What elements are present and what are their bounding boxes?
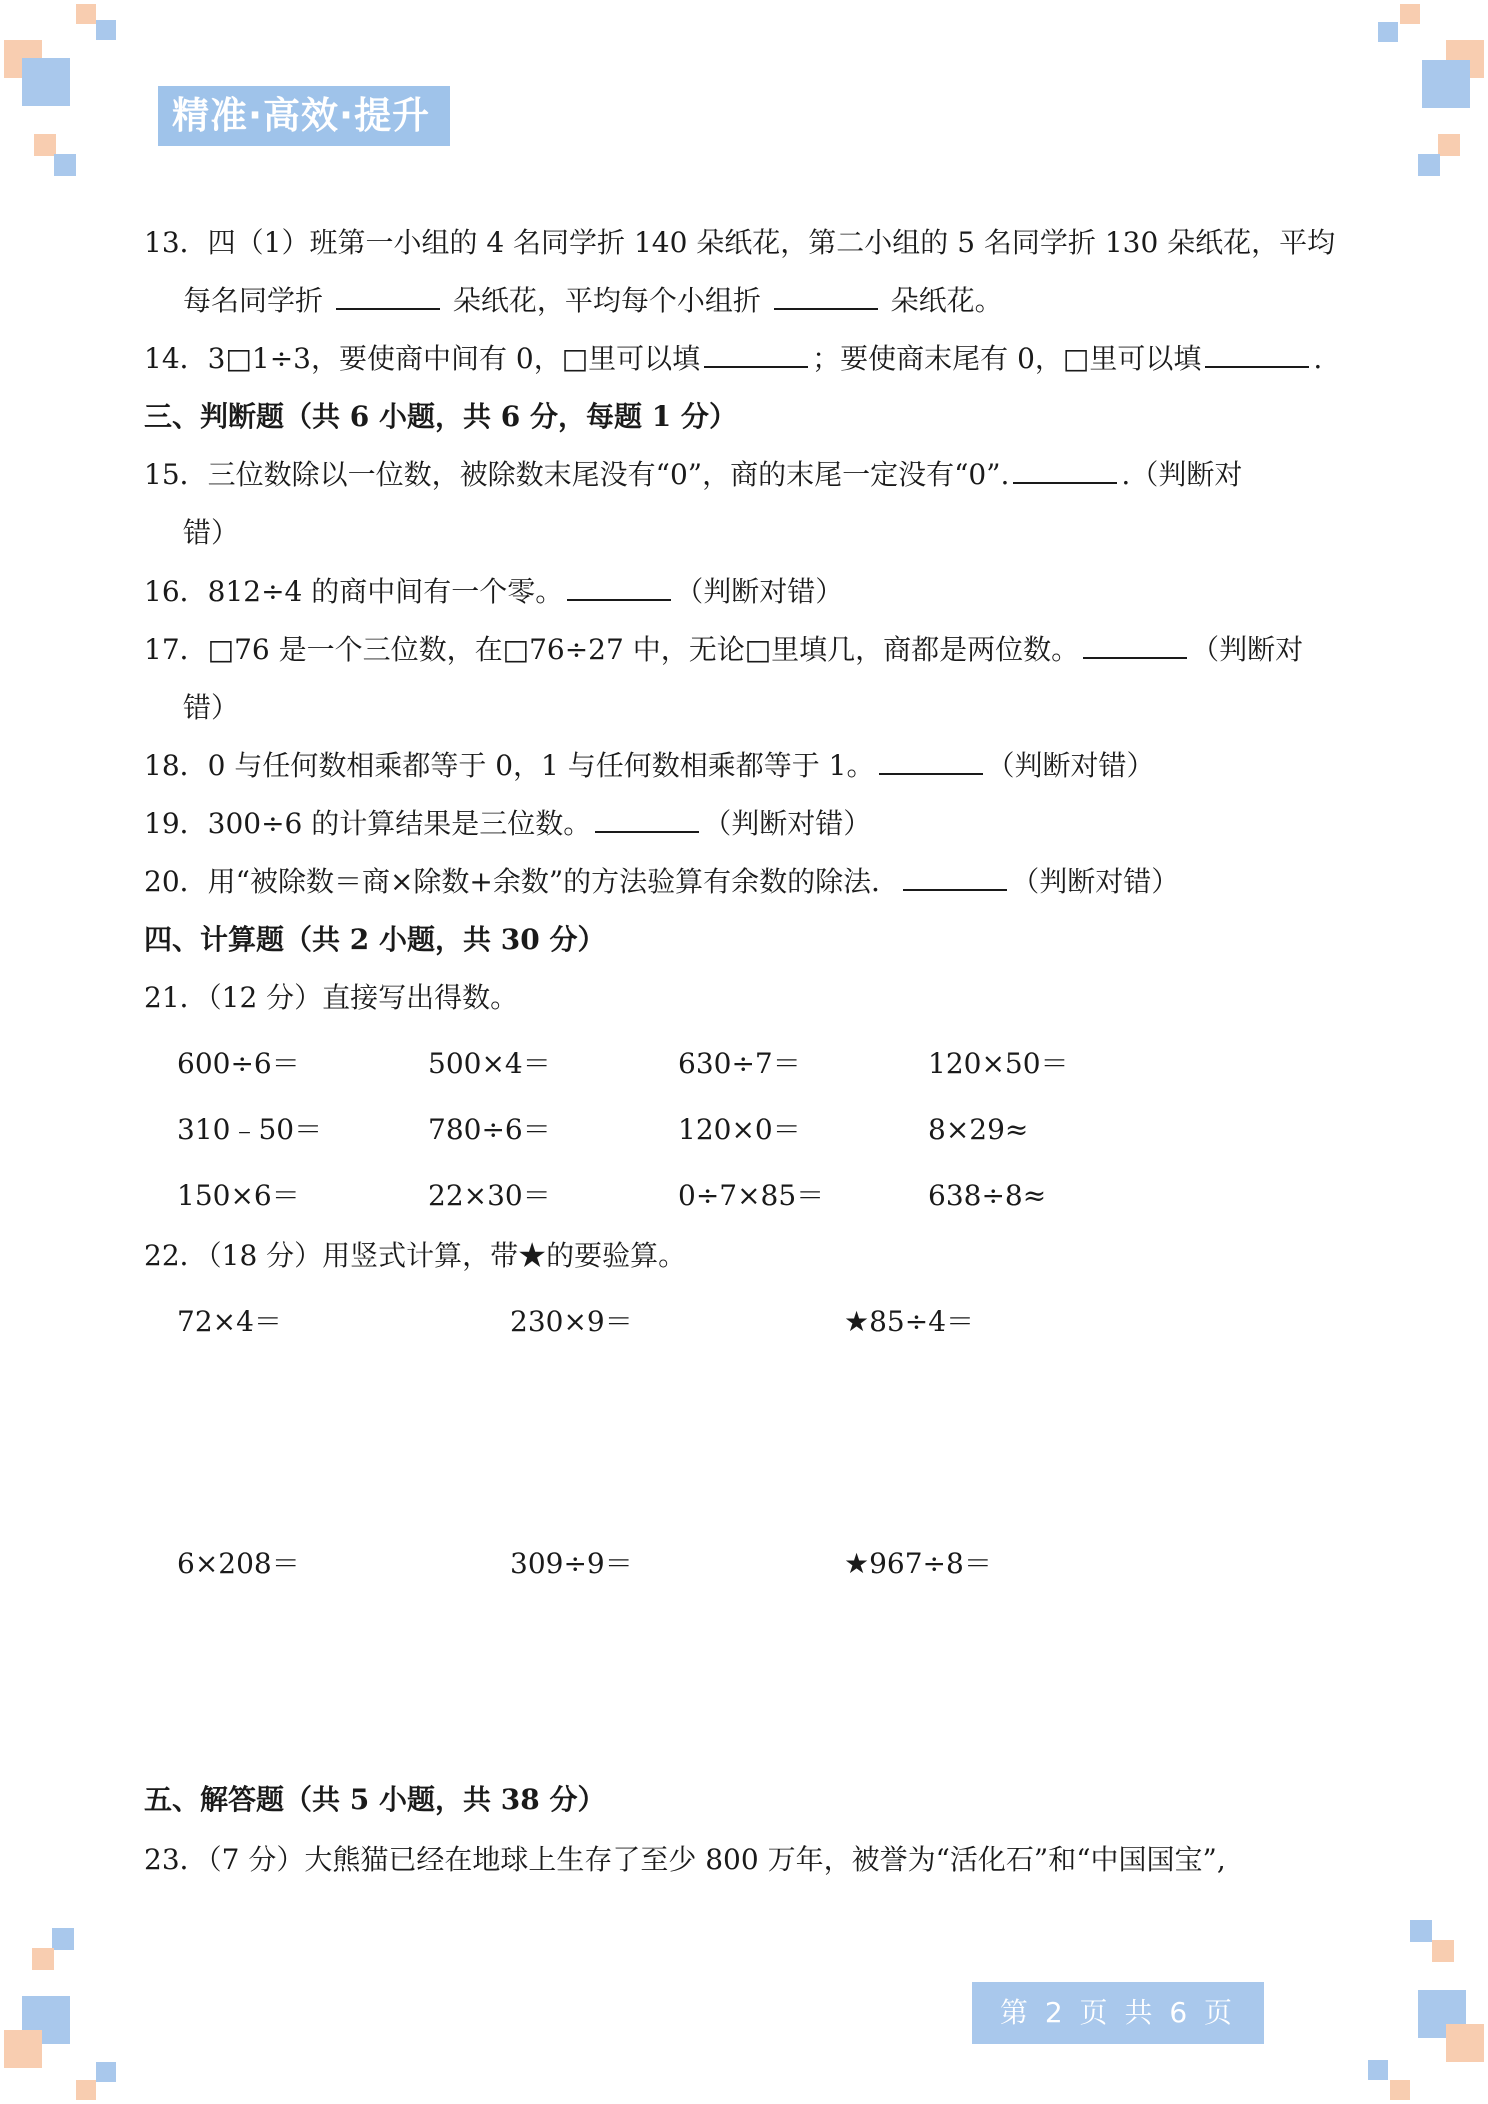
question-15-text: 15．三位数除以一位数，被除数末尾没有“0”，商的末尾一定没有“0”. xyxy=(144,458,1010,491)
question-19-suffix: （判断对错） xyxy=(703,807,872,840)
question-14-text-c: . xyxy=(1313,342,1323,375)
answer-blank[interactable] xyxy=(903,863,1007,891)
question-14 xyxy=(144,339,1322,379)
question-13-text-b: 朵纸花，平均每个小组折 xyxy=(452,284,761,317)
question-15-continuation: 错） xyxy=(183,516,240,549)
question-20 xyxy=(144,862,1179,902)
question-16-suffix: （判断对错） xyxy=(675,575,844,608)
question-14-text-a: 14．3□1÷3，要使商中间有 0，□里可以填 xyxy=(144,342,701,375)
answer-blank[interactable] xyxy=(1083,631,1187,659)
question-19 xyxy=(144,804,871,844)
expression: 630÷7＝ xyxy=(678,1047,801,1080)
answer-blank[interactable] xyxy=(879,747,983,775)
answer-blank[interactable] xyxy=(1205,340,1309,368)
question-18-text: 18．0 与任何数相乘都等于 0，1 与任何数相乘都等于 1。 xyxy=(144,749,875,782)
expression: 600÷6＝ xyxy=(177,1047,300,1080)
question-17-text: 17．□76 是一个三位数，在□76÷27 中，无论□里填几，商都是两位数。 xyxy=(144,633,1080,666)
answer-blank[interactable] xyxy=(1013,456,1117,484)
question-14-text-b: ；要使商末尾有 0，□里可以填 xyxy=(812,342,1202,375)
question-21: 21．（12 分）直接写出得数。 xyxy=(144,981,519,1014)
answer-blank[interactable] xyxy=(595,805,699,833)
question-23: 23．（7 分）大熊猫已经在地球上生存了至少 800 万年，被誉为“活化石”和“中国国宝”, xyxy=(144,1843,1226,1876)
expression: 780÷6＝ xyxy=(428,1113,551,1146)
question-20-text: 20．用“被除数＝商×除数+余数”的方法验算有余数的除法． xyxy=(144,865,900,898)
expression: 120×50＝ xyxy=(928,1047,1069,1080)
question-13-line-1: 13．四（1）班第一小组的 4 名同学折 140 朵纸花，第二小组的 5 名同学折 130 朵纸花，平均 xyxy=(144,226,1336,259)
brand-banner: 精准·高效·提升 xyxy=(158,86,450,146)
question-18 xyxy=(144,746,1155,786)
answer-blank[interactable] xyxy=(336,282,440,310)
question-19-text: 19．300÷6 的计算结果是三位数。 xyxy=(144,807,592,840)
page-number-badge: 第 2 页 共 6 页 xyxy=(972,1982,1264,2044)
question-16-text: 16．812÷4 的商中间有一个零。 xyxy=(144,575,564,608)
answer-blank[interactable] xyxy=(567,573,671,601)
expression: 230×9＝ xyxy=(510,1305,633,1338)
expression: 22×30＝ xyxy=(428,1179,551,1212)
expression: 500×4＝ xyxy=(428,1047,551,1080)
expression: 0÷7×85＝ xyxy=(678,1179,825,1212)
section-3-heading: 三、判断题（共 6 小题，共 6 分，每题 1 分） xyxy=(144,400,737,433)
question-16 xyxy=(144,572,843,612)
expression: 72×4＝ xyxy=(177,1305,282,1338)
answer-blank[interactable] xyxy=(774,282,878,310)
question-13-text-a: 每名同学折 xyxy=(183,284,324,317)
question-17-continuation: 错） xyxy=(183,691,240,724)
question-13-text-c: 朵纸花。 xyxy=(890,284,1003,317)
expression: 8×29≈ xyxy=(928,1113,1029,1146)
expression: 310﹣50＝ xyxy=(177,1113,323,1146)
expression: 638÷8≈ xyxy=(928,1179,1047,1212)
question-22: 22．（18 分）用竖式计算，带★的要验算。 xyxy=(144,1239,687,1272)
section-5-heading: 五、解答题（共 5 小题，共 38 分） xyxy=(144,1783,606,1816)
question-18-suffix: （判断对错） xyxy=(986,749,1155,782)
question-17-suffix: （判断对 xyxy=(1191,633,1304,666)
expression: ★967÷8＝ xyxy=(844,1547,992,1580)
question-15 xyxy=(144,455,1242,495)
answer-blank[interactable] xyxy=(704,340,808,368)
question-15-suffix: .（判断对 xyxy=(1121,458,1243,491)
expression: 309÷9＝ xyxy=(510,1547,633,1580)
expression: 6×208＝ xyxy=(177,1547,300,1580)
expression: 150×6＝ xyxy=(177,1179,300,1212)
expression: 120×0＝ xyxy=(678,1113,801,1146)
question-17 xyxy=(144,630,1303,670)
section-4-heading: 四、计算题（共 2 小题，共 30 分） xyxy=(144,923,606,956)
question-20-suffix: （判断对错） xyxy=(1011,865,1180,898)
expression: ★85÷4＝ xyxy=(844,1305,975,1338)
question-13-line-2 xyxy=(183,281,1003,321)
